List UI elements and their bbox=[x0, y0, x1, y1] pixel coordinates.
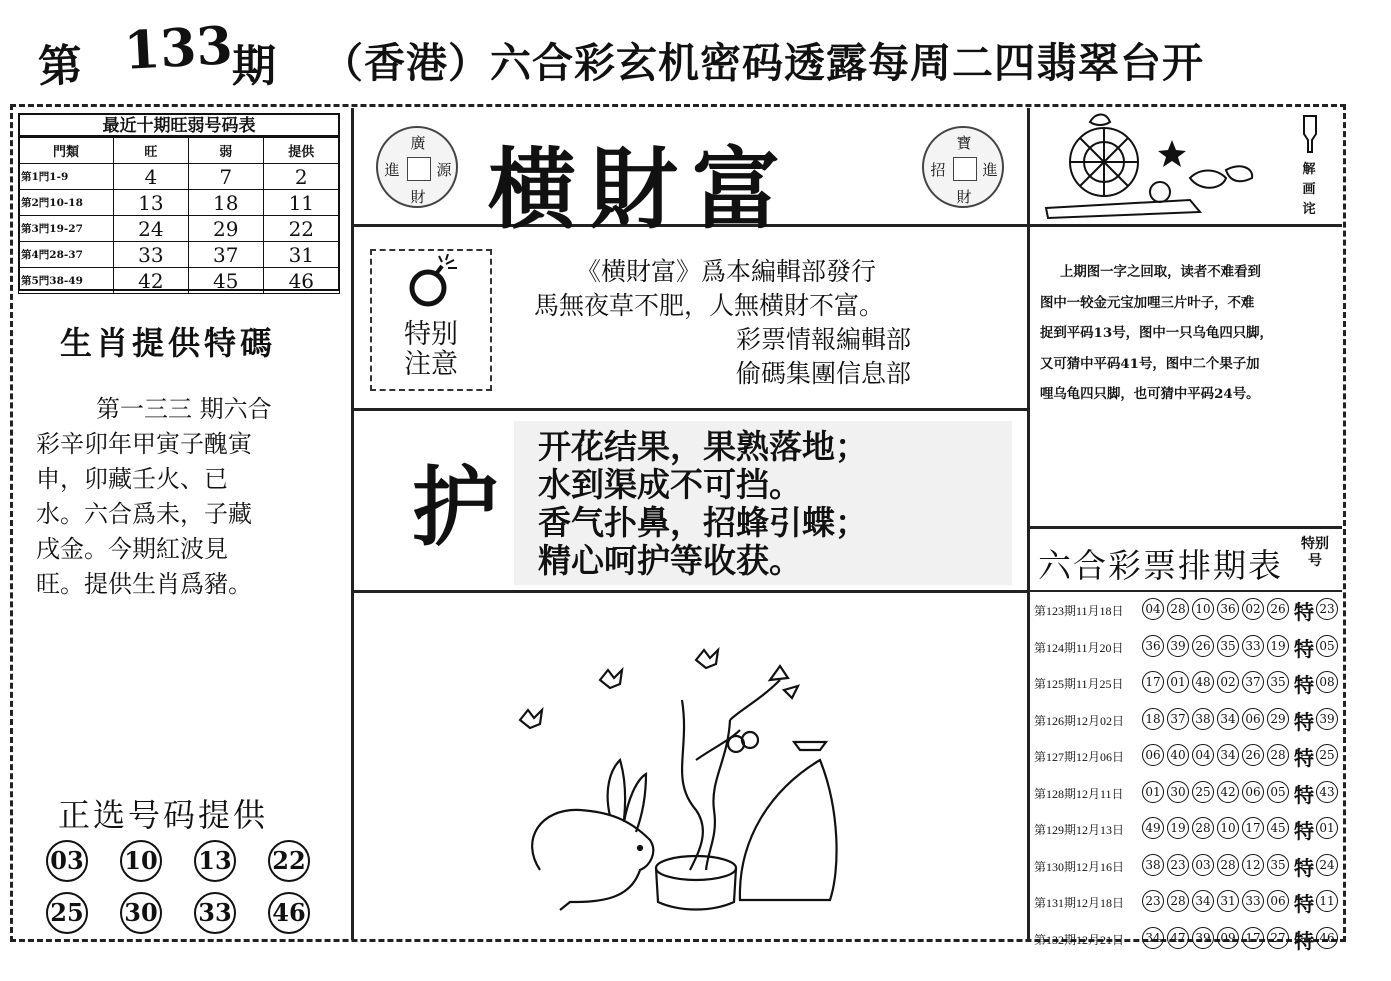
schedule-title: 六合彩票排期表 bbox=[1038, 546, 1283, 585]
number-ball: 23 bbox=[1167, 854, 1189, 876]
number-ball: 26 bbox=[1267, 598, 1289, 620]
poem-keyword: 护 bbox=[412, 457, 498, 558]
zodiac-line: 水。六合爲未，子藏 bbox=[36, 500, 252, 528]
riddle-caption bbox=[1296, 160, 1322, 220]
number-ball: 01 bbox=[1167, 671, 1189, 693]
table-row bbox=[19, 190, 340, 216]
number-ball: 42 bbox=[1217, 781, 1239, 803]
number-ball: 03 bbox=[1192, 854, 1214, 876]
number-ball: 35 bbox=[1217, 635, 1239, 657]
number-ball: 49 bbox=[1142, 817, 1164, 839]
number-ball: 38 bbox=[1142, 854, 1164, 876]
number-ball: 47 bbox=[1167, 927, 1189, 949]
number-ball: 39 bbox=[1192, 927, 1214, 949]
coin-char: 招 bbox=[930, 161, 946, 179]
table-header: 旺 bbox=[114, 138, 189, 164]
table-cell: 33 bbox=[114, 242, 189, 268]
zodiac-line: 申，卯藏壬火、已 bbox=[36, 465, 228, 493]
riddle-line: 哩乌龟四只脚，也可猜中平码24号。 bbox=[1040, 386, 1260, 402]
coin-char: 進 bbox=[384, 161, 400, 179]
number-ball: 04 bbox=[1192, 744, 1214, 766]
pick-ball: 03 bbox=[46, 840, 88, 882]
special-ball: 05 bbox=[1316, 635, 1338, 657]
stats-table bbox=[18, 137, 340, 294]
poem-line: 香气扑鼻，招蜂引蝶； bbox=[538, 503, 868, 542]
notice-text bbox=[534, 255, 912, 391]
divider-right bbox=[1027, 108, 1030, 940]
zodiac-text bbox=[36, 392, 320, 602]
number-ball: 36 bbox=[1142, 635, 1164, 657]
divider-poem bbox=[352, 590, 1028, 593]
table-cell: 24 bbox=[114, 216, 189, 242]
number-ball: 36 bbox=[1217, 598, 1239, 620]
special-mark: 特 bbox=[1294, 600, 1314, 624]
number-ball: 38 bbox=[1192, 708, 1214, 730]
number-ball: 09 bbox=[1217, 927, 1239, 949]
zodiac-line: 第一三三 期六合 bbox=[96, 395, 272, 423]
stats-table-title: 最近十期旺弱号码表 bbox=[18, 113, 340, 137]
number-ball: 48 bbox=[1192, 671, 1214, 693]
riddle-text bbox=[1040, 257, 1336, 410]
table-cell: 22 bbox=[263, 216, 339, 242]
pick-ball: 22 bbox=[268, 840, 310, 882]
table-cell: 4 bbox=[114, 164, 189, 190]
special-mark: 特 bbox=[1294, 636, 1314, 661]
pick-ball: 30 bbox=[120, 892, 162, 934]
schedule-date: 第128期12月11日 bbox=[1034, 786, 1124, 801]
number-ball: 06 bbox=[1242, 708, 1264, 730]
number-ball: 19 bbox=[1267, 635, 1289, 657]
number-ball: 33 bbox=[1242, 890, 1264, 912]
coin-char: 源 bbox=[436, 161, 452, 179]
coin-left-emblem bbox=[376, 126, 458, 208]
number-ball: 40 bbox=[1167, 744, 1189, 766]
number-ball: 17 bbox=[1142, 671, 1164, 693]
pick-ball: 25 bbox=[46, 892, 88, 934]
notice-line: 彩票情報編輯部 bbox=[736, 325, 912, 354]
bomb-icon bbox=[404, 254, 460, 310]
notice-label-line: 注意 bbox=[404, 349, 458, 380]
coin-char: 寶 bbox=[956, 134, 972, 152]
special-mark: 特 bbox=[1294, 709, 1314, 734]
notice-line: 《横財富》爲本編輯部發行 bbox=[576, 257, 877, 286]
pick-ball: 46 bbox=[268, 892, 310, 934]
coin-char: 財 bbox=[410, 188, 426, 206]
number-ball: 29 bbox=[1267, 708, 1289, 730]
special-mark: 特 bbox=[1294, 855, 1314, 880]
divider-riddle bbox=[1030, 224, 1342, 227]
number-ball: 19 bbox=[1167, 817, 1189, 839]
table-cell: 37 bbox=[188, 242, 263, 268]
special-number-header: 特别号 bbox=[1301, 536, 1329, 569]
number-ball: 12 bbox=[1242, 854, 1264, 876]
schedule-date: 第129期12月13日 bbox=[1034, 823, 1125, 837]
number-ball: 33 bbox=[1242, 635, 1264, 657]
number-ball: 25 bbox=[1192, 781, 1214, 803]
divider-notice bbox=[352, 408, 1028, 411]
number-ball: 35 bbox=[1267, 854, 1289, 876]
number-ball: 37 bbox=[1167, 708, 1189, 730]
picks-title: 正选号码提供 bbox=[58, 796, 269, 834]
number-ball: 18 bbox=[1142, 708, 1164, 730]
riddle-line: 捉到平码13号，图中一只乌龟四只脚， bbox=[1040, 325, 1273, 341]
special-mark: 特 bbox=[1294, 782, 1314, 807]
table-row bbox=[19, 164, 340, 190]
number-ball: 10 bbox=[1217, 817, 1239, 839]
row-label: 第5門38-49 bbox=[19, 268, 114, 294]
schedule-date: 第123期11月18日 bbox=[1034, 604, 1124, 618]
number-ball: 01 bbox=[1142, 781, 1164, 803]
table-header-row bbox=[19, 138, 340, 164]
schedule-header-rule bbox=[1030, 590, 1342, 592]
poem-line: 开花结果，果熟落地； bbox=[538, 427, 868, 466]
riddle-line: 上期图一字之回取，读者不难看到 bbox=[1060, 264, 1261, 280]
number-ball: 28 bbox=[1167, 598, 1189, 620]
table-cell: 45 bbox=[188, 268, 263, 294]
riddle-line: 又可猜中平码41号，图中二个果子加 bbox=[1040, 355, 1260, 372]
divider-schedule bbox=[1030, 526, 1342, 529]
number-ball: 35 bbox=[1267, 671, 1289, 693]
number-ball: 39 bbox=[1167, 635, 1189, 657]
special-ball: 11 bbox=[1316, 890, 1338, 912]
special-ball: 01 bbox=[1316, 817, 1338, 839]
poem-line: 精心呵护等收获。 bbox=[538, 541, 802, 580]
caption-char: 诧 bbox=[1302, 202, 1316, 217]
table-cell: 29 bbox=[188, 216, 263, 242]
special-ball: 46 bbox=[1316, 927, 1338, 949]
notice-line: 馬無夜草不肥，人無横財不富。 bbox=[534, 291, 885, 320]
poem-text bbox=[538, 428, 868, 580]
divider-left bbox=[351, 108, 354, 940]
page-title: （香港）六合彩玄机密码透露每周二四翡翠台开 bbox=[322, 39, 1204, 87]
number-ball: 27 bbox=[1267, 927, 1289, 949]
special-ball: 08 bbox=[1316, 671, 1338, 693]
table-cell: 2 bbox=[263, 164, 339, 190]
number-ball: 10 bbox=[1192, 598, 1214, 620]
caption-char: 解 bbox=[1302, 162, 1316, 177]
notice-line: 偷碼集團信息部 bbox=[736, 359, 912, 388]
number-ball: 17 bbox=[1242, 927, 1264, 949]
table-cell: 46 bbox=[263, 268, 339, 294]
coin-right-emblem bbox=[922, 126, 1004, 208]
number-ball: 45 bbox=[1267, 817, 1289, 839]
row-label: 第4門28-37 bbox=[19, 242, 114, 268]
number-ball: 37 bbox=[1242, 671, 1264, 693]
number-ball: 06 bbox=[1142, 744, 1164, 766]
table-row bbox=[19, 242, 340, 268]
issue-suffix: 期 bbox=[232, 41, 276, 92]
table-header: 弱 bbox=[188, 138, 263, 164]
number-ball: 06 bbox=[1267, 890, 1289, 912]
special-ball: 43 bbox=[1316, 781, 1338, 803]
issue-number: 133 bbox=[122, 15, 235, 82]
number-ball: 05 bbox=[1267, 781, 1289, 803]
table-header: 門類 bbox=[19, 138, 114, 164]
schedule-date: 第131期12月18日 bbox=[1034, 896, 1125, 910]
hand-pointer-icon bbox=[1298, 114, 1322, 154]
coin-char: 進 bbox=[982, 161, 998, 179]
table-cell: 7 bbox=[188, 164, 263, 190]
number-ball: 06 bbox=[1242, 781, 1264, 803]
pick-ball: 33 bbox=[194, 892, 236, 934]
table-cell: 18 bbox=[188, 190, 263, 216]
riddle-line: 图中一较金元宝加哩三片叶子，不难 bbox=[1040, 294, 1255, 311]
special-ball: 39 bbox=[1316, 708, 1338, 730]
poem-line: 水到渠成不可挡。 bbox=[538, 465, 802, 504]
zodiac-line: 彩辛卯年甲寅子醜寅 bbox=[36, 430, 252, 458]
number-ball: 17 bbox=[1242, 817, 1264, 839]
number-ball: 34 bbox=[1217, 744, 1239, 766]
table-cell: 11 bbox=[263, 190, 339, 216]
notice-label bbox=[372, 320, 490, 380]
number-ball: 31 bbox=[1217, 890, 1239, 912]
number-ball: 28 bbox=[1167, 890, 1189, 912]
coin-char: 財 bbox=[956, 188, 972, 206]
number-ball: 34 bbox=[1142, 927, 1164, 949]
number-ball: 02 bbox=[1242, 598, 1264, 620]
issue-prefix: 第 bbox=[36, 39, 84, 94]
rabbit-tree-illustration bbox=[500, 640, 860, 920]
masthead-title: 横財富 bbox=[488, 137, 795, 241]
number-ball: 04 bbox=[1142, 598, 1164, 620]
table-cell: 13 bbox=[114, 190, 189, 216]
number-ball: 23 bbox=[1142, 890, 1164, 912]
special-mark: 特 bbox=[1294, 928, 1314, 953]
schedule-date: 第126期12月02日 bbox=[1034, 713, 1125, 728]
table-header: 提供 bbox=[263, 138, 339, 164]
number-ball: 28 bbox=[1267, 744, 1289, 766]
notice-label-line: 特别 bbox=[404, 319, 458, 350]
number-ball: 30 bbox=[1167, 781, 1189, 803]
zodiac-title: 生肖提供特碼 bbox=[60, 324, 277, 362]
schedule-date: 第125期11月25日 bbox=[1034, 677, 1124, 691]
number-ball: 28 bbox=[1217, 854, 1239, 876]
table-row bbox=[19, 216, 340, 242]
schedule-date: 第124期11月20日 bbox=[1034, 640, 1124, 655]
table-cell: 42 bbox=[114, 268, 189, 294]
schedule-date: 第130期12月16日 bbox=[1034, 859, 1125, 874]
row-label: 第3門19-27 bbox=[19, 216, 114, 242]
number-ball: 26 bbox=[1192, 635, 1214, 657]
number-ball: 28 bbox=[1192, 817, 1214, 839]
riddle-picture bbox=[1040, 112, 1260, 222]
pick-ball: 13 bbox=[194, 840, 236, 882]
table-row bbox=[19, 268, 340, 294]
special-mark: 特 bbox=[1294, 892, 1314, 916]
number-ball: 02 bbox=[1217, 671, 1239, 693]
number-ball: 26 bbox=[1242, 744, 1264, 766]
special-ball: 25 bbox=[1316, 744, 1338, 766]
special-ball: 23 bbox=[1316, 598, 1338, 620]
caption-char: 画 bbox=[1302, 182, 1316, 197]
row-label: 第1門1-9 bbox=[19, 164, 114, 190]
number-ball: 34 bbox=[1192, 890, 1214, 912]
schedule-date: 第132期12月21日 bbox=[1034, 932, 1125, 947]
schedule-date: 第127期12月06日 bbox=[1034, 750, 1125, 764]
number-ball: 34 bbox=[1217, 708, 1239, 730]
table-cell: 31 bbox=[263, 242, 339, 268]
special-mark: 特 bbox=[1294, 746, 1314, 770]
zodiac-line: 戌金。今期紅波見 bbox=[36, 535, 228, 563]
pick-ball: 10 bbox=[120, 840, 162, 882]
special-ball: 24 bbox=[1316, 854, 1338, 876]
coin-char: 廣 bbox=[410, 134, 426, 152]
special-mark: 特 bbox=[1294, 673, 1314, 697]
row-label: 第2門10-18 bbox=[19, 190, 114, 216]
special-mark: 特 bbox=[1294, 819, 1314, 843]
zodiac-line: 旺。提供生肖爲豬。 bbox=[36, 570, 252, 598]
